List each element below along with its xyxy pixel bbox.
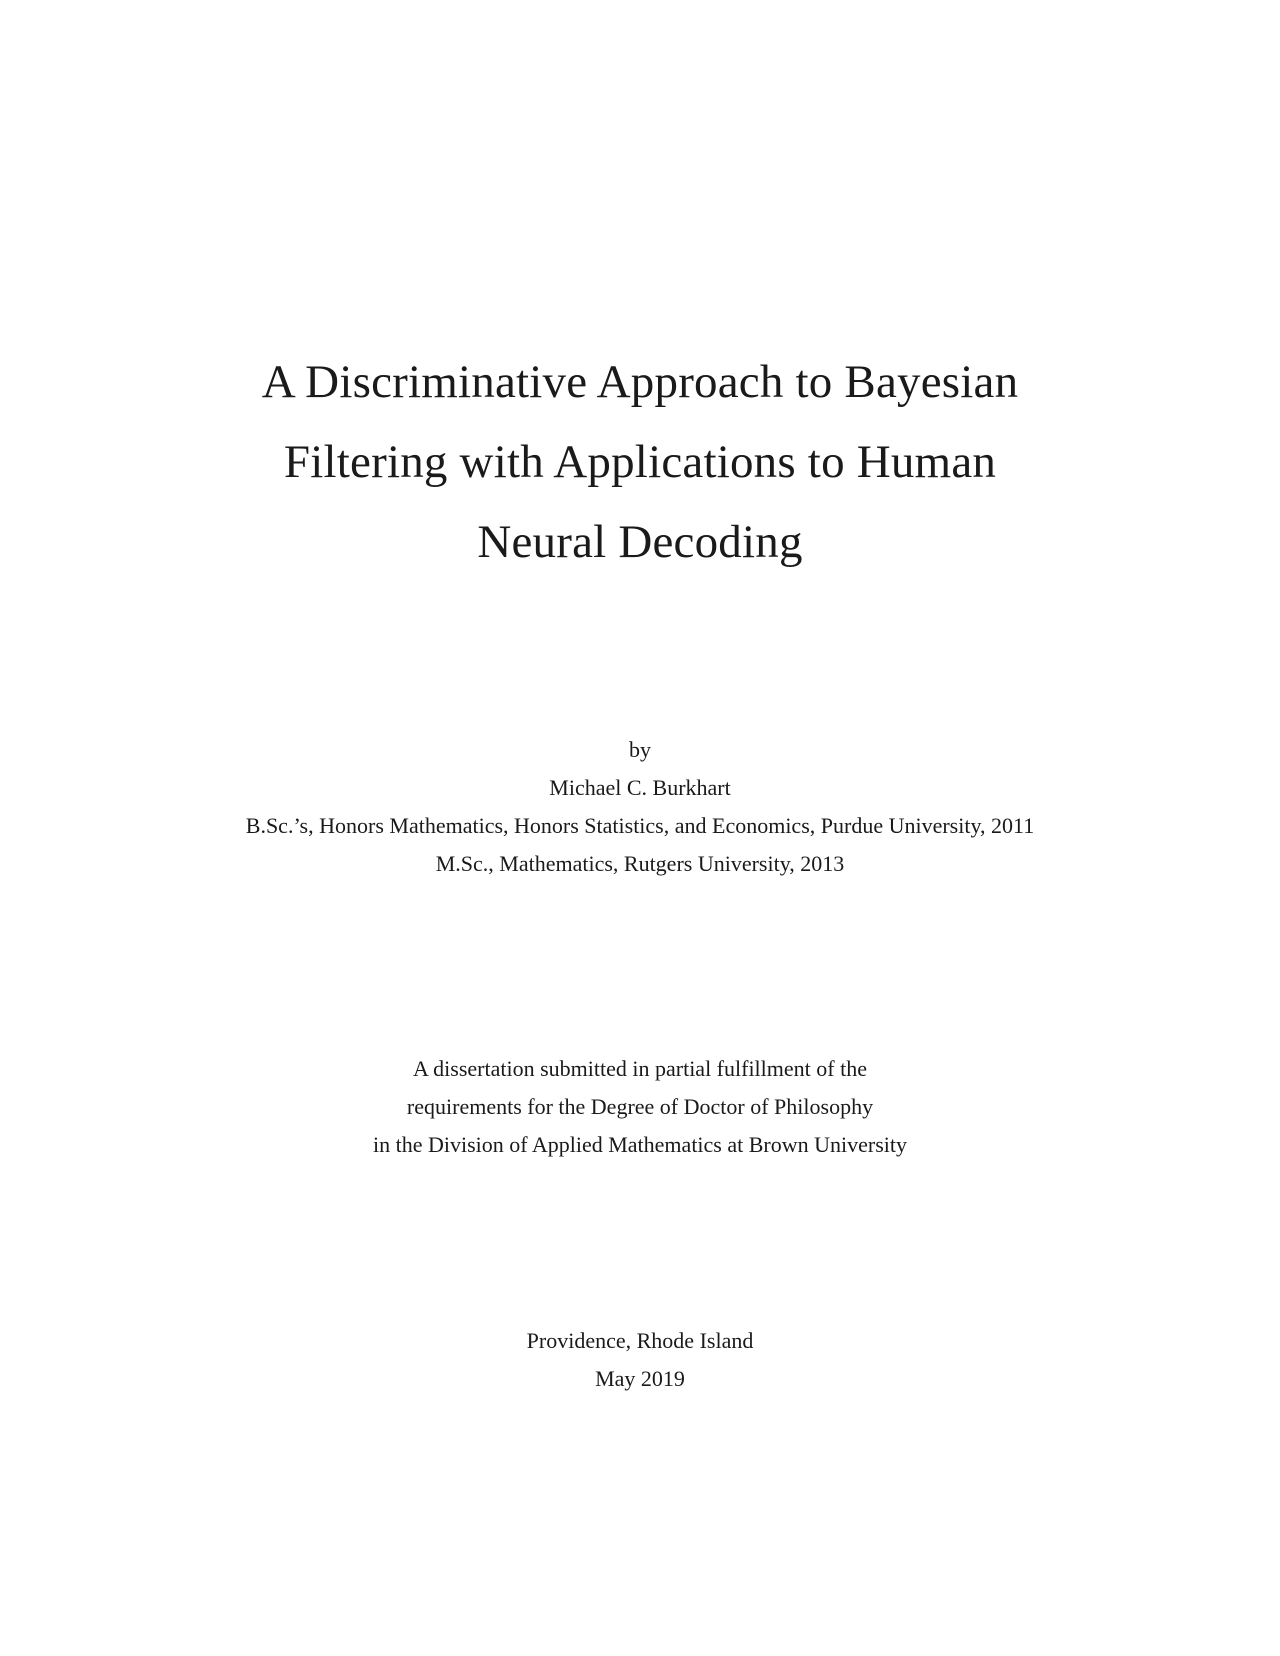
dissertation-statement [0,1050,1280,1164]
title-line-1: A Discriminative Approach to Bayesian [261,356,1019,408]
prior-degree-msc: M.Sc., Mathematics, Rutgers University, 2013 [435,851,845,876]
dissertation-title [0,342,1280,582]
place-and-date [0,1322,1280,1398]
title-line-3: Neural Decoding [477,516,803,568]
location: Providence, Rhode Island [526,1328,754,1353]
by-label: by [629,737,651,762]
author-block [0,731,1280,883]
statement-line-1: A dissertation submitted in partial fulfillment of the [413,1056,867,1081]
prior-degree-bsc: B.Sc.’s, Honors Mathematics, Honors Statistics, and Economics, Purdue University, 2011 [245,813,1035,838]
author-name: Michael C. Burkhart [549,775,731,800]
title-line-2: Filtering with Applications to Human [283,436,997,488]
submission-date: May 2019 [595,1366,685,1391]
statement-line-2: requirements for the Degree of Doctor of Philosophy [406,1094,874,1119]
statement-line-3: in the Division of Applied Mathematics at Brown University [372,1132,908,1157]
